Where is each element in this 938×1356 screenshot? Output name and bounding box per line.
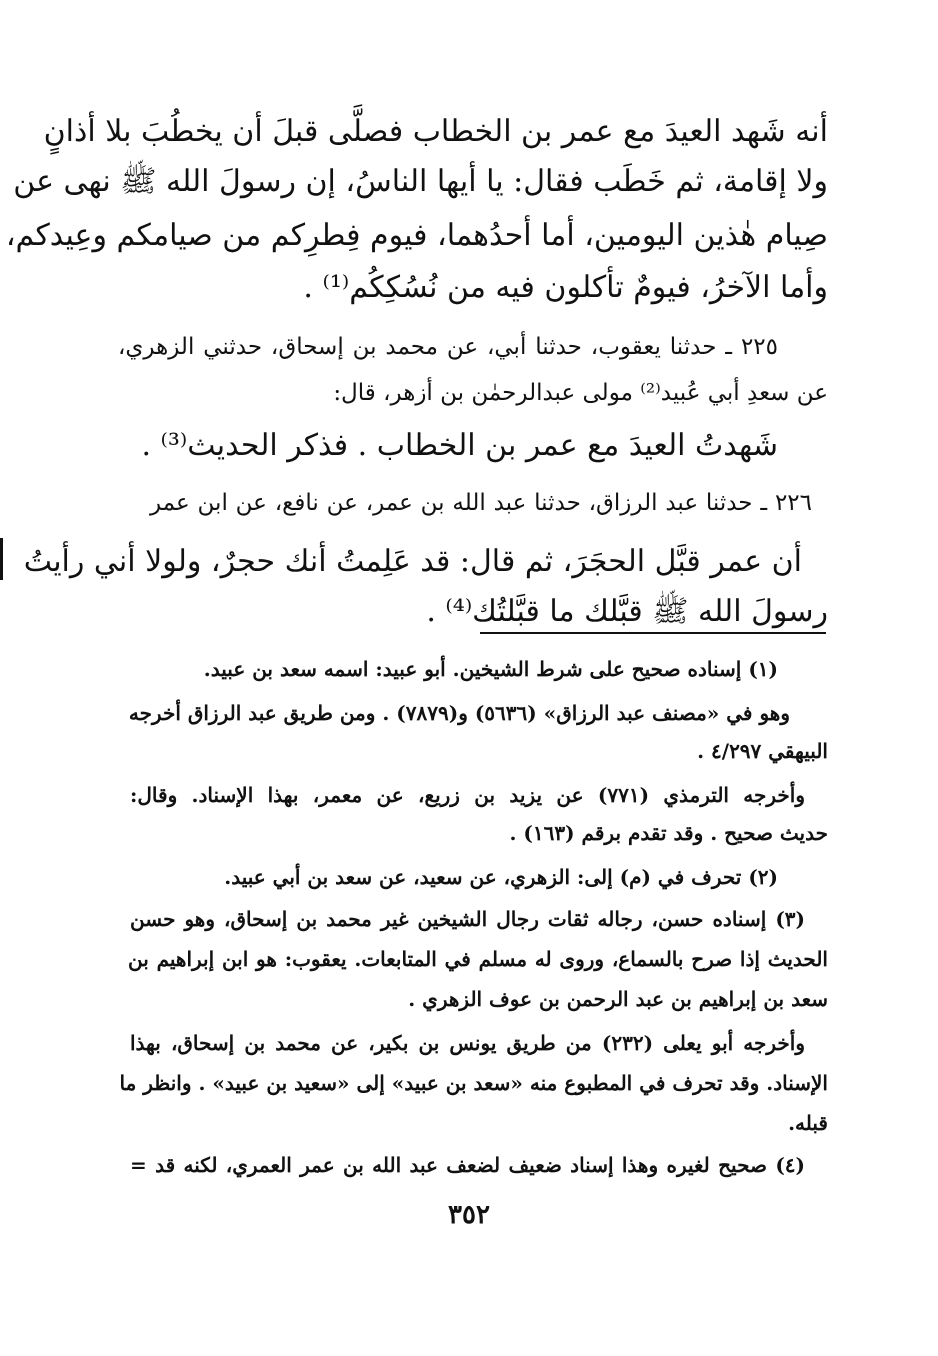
footnote-3-line-4: وأخرجه أبو يعلى (٢٣٢) من طريق يونس بن بكير، عن محمد بن إسحاق، بهذا (130, 1031, 806, 1055)
footnote-1-line-1: (١) إسناده صحيح على شرط الشيخين. أبو عبيد: اسمه سعد بن عبيد. (203, 657, 778, 681)
footnote-1-line-4: وأخرجه الترمذي (٧٧١) عن يزيد بن زريع، عن معمر، بهذا الإسناد. وقال: (130, 783, 805, 807)
footnote-3-line-2: الحديث إذا صرح بالسماع، وروى له مسلم في المتابعات. يعقوب: هو ابن إبراهيم بن (128, 947, 828, 971)
main-text-line-4: وأما الآخرُ، فيومٌ تأكلون فيه من نُسُكِكُم⁽¹⁾ . (303, 270, 828, 305)
footnote-1-line-5: حديث صحيح . وقد تقدم برقم (١٦٣) . (509, 821, 828, 845)
scan-edge-mark (0, 538, 3, 580)
hadith-225-matn: شَهدتُ العيدَ مع عمر بن الخطاب . فذكر الحديث⁽³⁾ . (141, 428, 778, 463)
hadith-226-isnad-line-1: ٢٢٦ ـ حدثنا عبد الرزاق، حدثنا عبد الله بن عمر، عن نافع، عن ابن عمر (150, 490, 812, 516)
footnote-3-line-3: سعد بن إبراهيم بن عبد الرحمن بن عوف الزهري . (408, 987, 828, 1011)
hadith-226-matn-line-1: أن عمر قبَّل الحجَرَ، ثم قال: قد عَلِمتُ أنك حجرٌ، ولولا أني رأيتُ (23, 544, 802, 579)
footnote-3-line-1: (٣) إسناده حسن، رجاله ثقات رجال الشيخين غير محمد بن إسحاق، وهو حسن (130, 907, 805, 931)
main-text-line-1: أنه شَهد العيدَ مع عمر بن الخطاب فصلَّى قبلَ أن يخطُبَ بلا أذانٍ (43, 114, 828, 149)
main-text-line-2: ولا إقامة، ثم خَطَب فقال: يا أيها الناسُ، إن رسولَ الله ﷺ نهى عن (13, 164, 828, 199)
main-text-line-3: صِيام هٰذين اليومين، أما أحدُهما، فيوم فِطرِكم من صيامكم وعِيدكم، (5, 218, 828, 253)
hadith-225-isnad-line-2: عن سعدِ أبي عُبيد⁽²⁾ مولى عبدالرحمٰن بن أزهر، قال: (333, 380, 828, 406)
footnote-separator (480, 632, 826, 634)
footnote-4-line-1: (٤) صحيح لغيره وهذا إسناد ضعيف لضعف عبد الله بن عمر العمري، لكنه قد = (130, 1153, 805, 1177)
footnote-1-line-3: البيهقي ٤/٢٩٧ . (697, 739, 828, 763)
footnote-3-line-6: قبله. (788, 1111, 828, 1135)
footnote-3-line-5: الإسناد. وقد تحرف في المطبوع منه «سعد بن عبيد» إلى «سعيد بن عبيد» . وانظر ما (119, 1071, 828, 1095)
footnote-2-line-1: (٢) تحرف في (م) إلى: الزهري، عن سعيد، عن سعد بن أبي عبيد. (224, 865, 778, 889)
page-number: ٣٥٢ (448, 1200, 490, 1230)
hadith-225-isnad-line-1: ٢٢٥ ـ حدثنا يعقوب، حدثنا أبي، عن محمد بن إسحاق، حدثني الزهري، (118, 334, 778, 360)
hadith-226-matn-line-2: رسولَ الله ﷺ قبَّلك ما قبَّلتُك⁽⁴⁾ . (426, 594, 828, 629)
footnote-1-line-2: وهو في «مصنف عبد الرزاق» (٥٦٣٦) و(٧٨٧٩) . ومن طريق عبد الرزاق أخرجه (128, 701, 790, 725)
